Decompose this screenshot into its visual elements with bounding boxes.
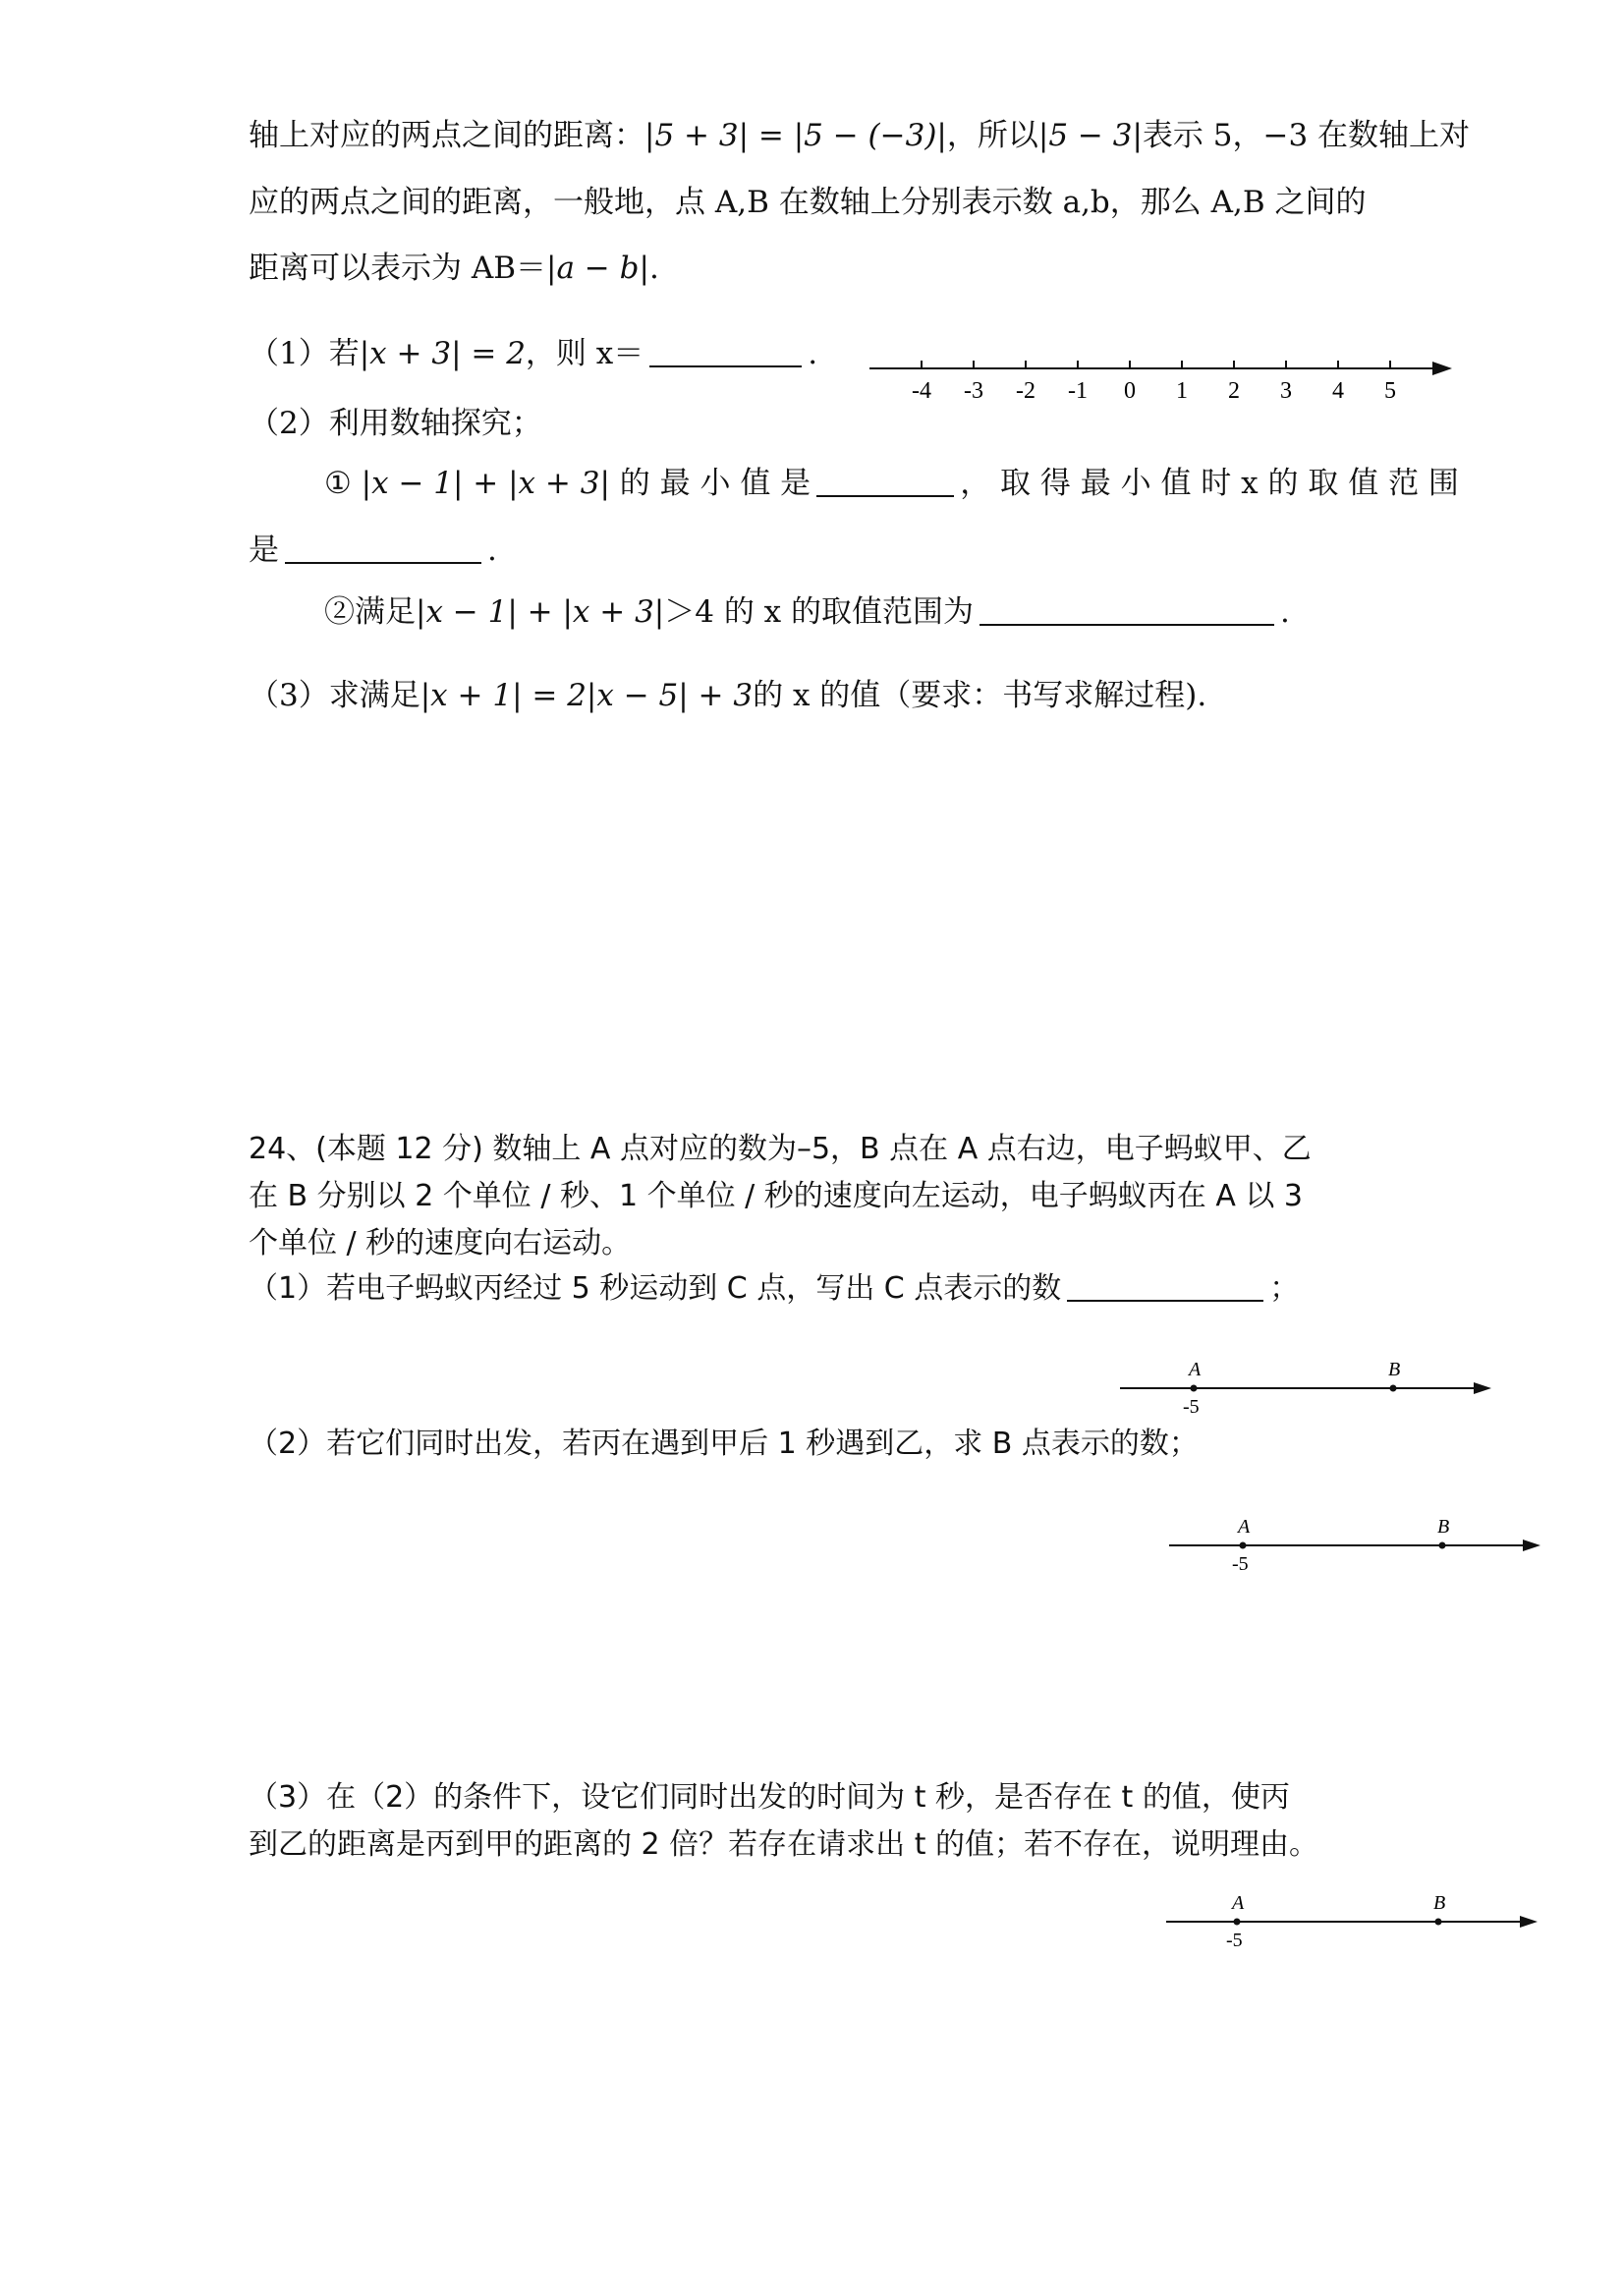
arrow-head xyxy=(1432,362,1452,375)
answer-blank[interactable] xyxy=(816,466,954,497)
sub1-text: ， 取 得 最 小 值 时 x 的 取 值 范 围 xyxy=(960,466,1459,501)
tick-label: 5 xyxy=(1384,378,1396,404)
question-2-sub1 xyxy=(324,464,1459,503)
intro-line-1 xyxy=(249,116,1471,155)
sub1-end: . xyxy=(487,532,497,568)
intro-text: . xyxy=(648,251,659,286)
formula: |x + 1| = 2|x − 5| + 3 xyxy=(420,678,754,713)
tick-label: -4 xyxy=(912,378,931,404)
sub1-text: 的 最 小 值 是 xyxy=(619,466,812,501)
label-a: A xyxy=(1189,1359,1202,1380)
formula: |x + 3| = 2 xyxy=(359,336,526,371)
label-b: B xyxy=(1388,1359,1401,1380)
intro-line-2: 应的两点之间的距离，一般地，点 A,B 在数轴上分别表示数 a,b，那么 A,B 之间的 xyxy=(249,185,1367,220)
problem-24-q2: （2）若它们同时出发，若丙在遇到甲后 1 秒遇到乙，求 B 点表示的数； xyxy=(249,1427,1199,1461)
q3-text: 的 x 的值（要求：书写求解过程). xyxy=(753,678,1207,713)
problem-24-line-2: 在 B 分别以 2 个单位 / 秒、1 个单位 / 秒的速度向左运动，电子蚂蚁丙在 A 以 3 xyxy=(249,1179,1304,1213)
problem-24-q3-line-1: （3）在（2）的条件下，设它们同时出发的时间为 t 秒，是否存在 t 的值，使丙 xyxy=(249,1780,1290,1815)
small-number-line-2 xyxy=(1169,1513,1542,1582)
label-a: A xyxy=(1238,1516,1251,1538)
arrow-head xyxy=(1520,1916,1538,1928)
formula: |x − 1| + |x + 3| xyxy=(361,466,610,501)
question-2-sub2 xyxy=(324,592,1408,632)
intro-text: 距离可以表示为 AB＝ xyxy=(249,251,547,286)
q3-text: （3）求满足 xyxy=(249,678,420,713)
point-b xyxy=(1390,1385,1397,1392)
q1-mid: ，则 x＝ xyxy=(525,336,644,371)
problem-24-line-1: 24、(本题 12 分) 数轴上 A 点对应的数为–5，B 点在 A 点右边，电子蚂蚁甲、乙 xyxy=(249,1132,1312,1166)
answer-blank[interactable] xyxy=(285,532,481,564)
question-2-title: （2）利用数轴探究； xyxy=(249,406,542,441)
tick-label: 0 xyxy=(1124,378,1136,404)
label-b: B xyxy=(1437,1516,1450,1538)
problem-24-line-3: 个单位 / 秒的速度向右运动。 xyxy=(249,1226,632,1260)
formula: |5 + 3| = |5 − (−3)| xyxy=(644,118,947,153)
formula: |5 − 3| xyxy=(1037,118,1143,153)
point-b xyxy=(1439,1542,1446,1549)
value-a: -5 xyxy=(1183,1396,1200,1418)
intro-line-3 xyxy=(249,249,1408,288)
problem-24-q3-line-2: 到乙的距离是丙到甲的距离的 2 倍？若存在请求出 t 的值；若不存在，说明理由。 xyxy=(249,1827,1318,1862)
formula: |a − b| xyxy=(546,251,649,286)
label-a: A xyxy=(1232,1892,1245,1914)
point-a xyxy=(1240,1542,1247,1549)
q1-text: （1）若电子蚂蚁丙经过 5 秒运动到 C 点，写出 C 点表示的数 xyxy=(249,1271,1062,1306)
point-a xyxy=(1234,1919,1241,1926)
q1-end: ； xyxy=(1269,1271,1300,1306)
problem-24-q1 xyxy=(249,1269,1408,1309)
tick-label: 1 xyxy=(1176,378,1188,404)
q1-prefix: （1）若 xyxy=(249,336,360,371)
circle-1: ① xyxy=(324,466,352,501)
tick-label: 4 xyxy=(1332,378,1344,404)
answer-blank[interactable] xyxy=(649,336,802,367)
tick-label: -3 xyxy=(964,378,983,404)
tick-label: -1 xyxy=(1068,378,1088,404)
question-2-sub1-cont xyxy=(249,531,1408,570)
intro-text: 轴上对应的两点之间的距离： xyxy=(249,118,644,153)
intro-text: ，所以 xyxy=(946,118,1038,153)
intro-text: 表示 5，−3 在数轴上对 xyxy=(1142,118,1471,153)
value-a: -5 xyxy=(1232,1553,1249,1575)
value-a: -5 xyxy=(1226,1930,1243,1951)
small-number-line-3 xyxy=(1166,1889,1539,1958)
point-a xyxy=(1191,1385,1198,1392)
sub1-text: 是 xyxy=(249,532,279,568)
tick-label: -2 xyxy=(1016,378,1035,404)
question-1 xyxy=(249,334,838,373)
sub2-end: . xyxy=(1280,594,1290,630)
sub2-text: ＞4 的 x 的取值范围为 xyxy=(664,594,975,630)
sub2-text: ②满足 xyxy=(324,594,416,630)
answer-blank[interactable] xyxy=(979,594,1274,626)
label-b: B xyxy=(1433,1892,1446,1914)
arrow-head xyxy=(1474,1382,1491,1394)
small-number-line-1 xyxy=(1120,1356,1493,1425)
question-3 xyxy=(249,676,1408,715)
tick-label: 3 xyxy=(1280,378,1292,404)
point-b xyxy=(1435,1919,1442,1926)
q1-end: . xyxy=(808,336,818,371)
answer-blank[interactable] xyxy=(1067,1270,1263,1302)
tick-label: 2 xyxy=(1228,378,1240,404)
arrow-head xyxy=(1523,1540,1540,1551)
formula: |x − 1| + |x + 3| xyxy=(416,594,665,630)
